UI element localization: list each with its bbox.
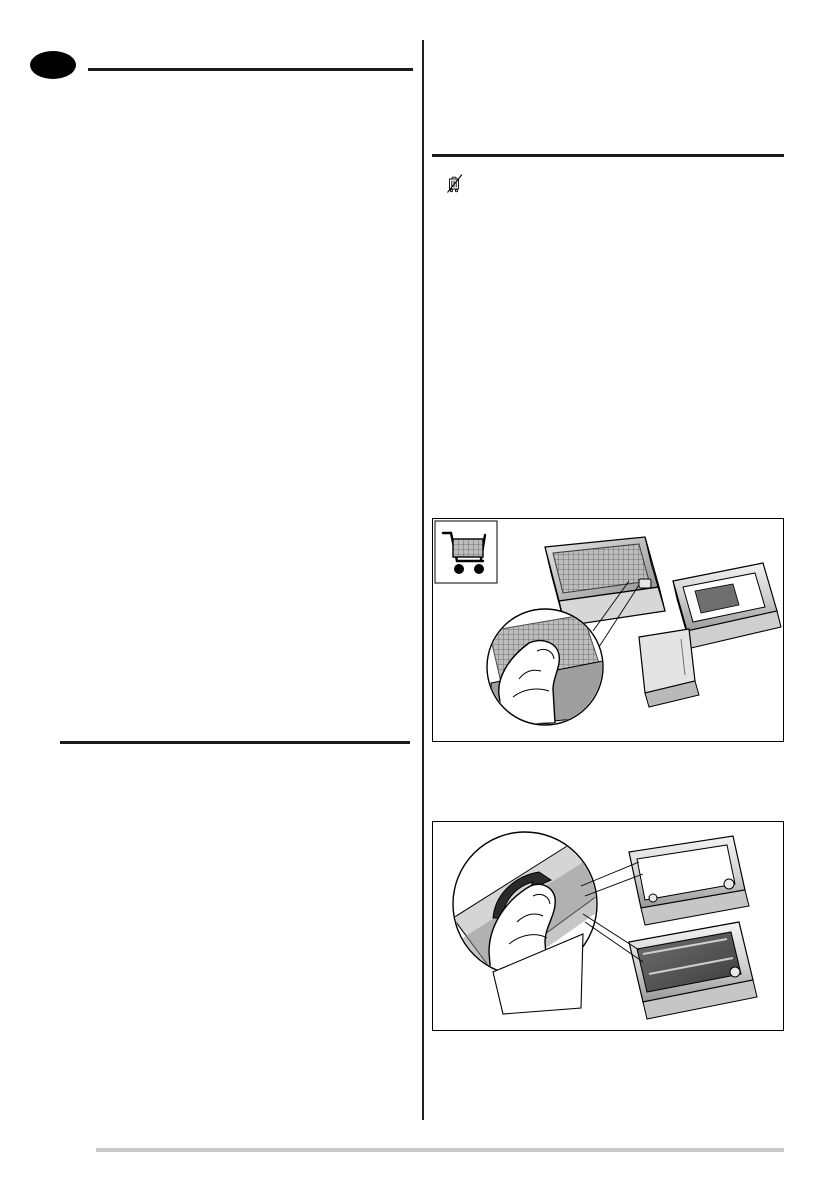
right-column-section-rule <box>432 154 784 157</box>
crossed-out-wheelie-bin-icon <box>446 172 464 194</box>
filter-replacement-diagram <box>432 821 784 1031</box>
column-divider <box>422 40 424 1120</box>
shopping-cart-icon <box>435 521 497 583</box>
header-divider-rule <box>88 68 413 71</box>
page-number-marker <box>30 51 76 79</box>
grease-filter-removal-diagram <box>432 518 784 742</box>
footer-divider-rule <box>96 1148 784 1152</box>
left-column-section-rule <box>60 741 410 744</box>
